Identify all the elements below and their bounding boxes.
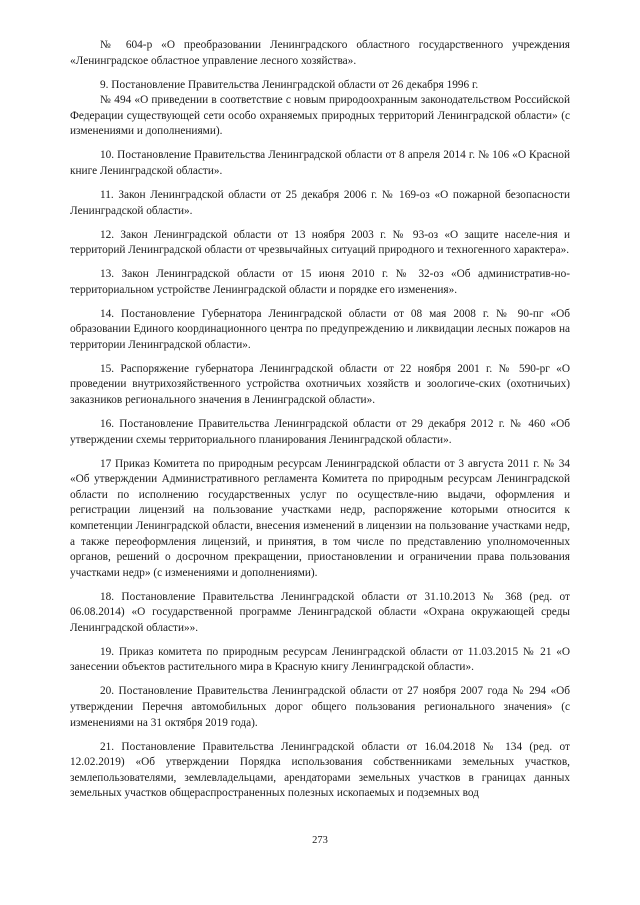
- paragraph-11: 11. Закон Ленинградской области от 25 декабря 2006 г. № 169-оз «О пожарной безопасности Ленинградской области».: [70, 188, 570, 217]
- paragraph-17: 17 Приказ Комитета по природным ресурсам Ленинградской области от 3 августа 2011 г. № 34 «Об утверждении Административного регламента Комитета по природным ресурсам Ленинградской области по исполнению государственных услуг по осуществле-нию выдачи, оформления и регистрации лицензий на пользование участками недр, распоряжение которыми относится к компетенции Ленинградской области, внесения изменений в лицензии на пользование участками недр, а также переоформления лицензий, и принятия, в том числе по представлению уполномоченных органов, решений о досрочном прекращении, приостановлении и ограничении права пользования участками недр» (с изменениями и дополнениями).: [70, 457, 570, 579]
- paragraph-13: 13. Закон Ленинградской области от 15 июня 2010 г. № 32-оз «Об административ-но-территориальном устройстве Ленинградской области и порядке его изменения».: [70, 268, 570, 296]
- paragraph-9: 9. Постановление Правительства Ленинградской области от 26 декабря 1996 г.: [100, 78, 479, 91]
- paragraph-21: 21. Постановление Правительства Ленинградской области от 16.04.2018 № 134 (ред. от 12.02.2019) «Об утверждении Порядка использования собственниками земельных участков, землепользователями, землевладельцами, арендаторами земельных участков в границах данных земельных участков общераспространенных полезных ископаемых и подземных вод: [70, 740, 570, 800]
- paragraph-9-continued: № 494 «О приведении в соответствие с новым природоохранным законодательством Российской Федерации существующей сети особо охраняемых природных территорий Ленинградской области» (с изменениями и дополнениями).: [70, 94, 570, 138]
- paragraph-19: 19. Приказ комитета по природным ресурсам Ленинградской области от 11.03.2015 № 21 «О занесении объектов растительного мира в Красную книгу Ленинградской области».: [70, 645, 570, 674]
- paragraph-15: 15. Распоряжение губернатора Ленинградской области от 22 ноября 2001 г. № 590-рг «О проведении внутрихозяйственного устройства охотничьих хозяйств и зоологиче-ских (охотничьих) заказников регионального значения в Ленинградской области».: [70, 362, 570, 407]
- paragraph-8-continued: № 604-р «О преобразовании Ленинградского областного государственного учреждения «Ленинградское областное управление лесного хозяйства».: [70, 39, 570, 67]
- paragraph-14: 14. Постановление Губернатора Ленинградской области от 08 мая 2008 г. № 90-пг «Об образовании Единого координационного центра по предупреждению и ликвидации лесных пожаров на территории Ленинградской области».: [70, 307, 570, 351]
- paragraph-16: 16. Постановление Правительства Ленинградской области от 29 декабря 2012 г. № 460 «Об утверждении схемы территориального планирования Ленинградской области».: [70, 418, 570, 446]
- document-page: [70, 38, 570, 802]
- paragraph-10: 10. Постановление Правительства Ленинградской области от 8 апреля 2014 г. № 106 «О Красной книге Ленинградской области».: [70, 149, 570, 177]
- page-number: 273: [312, 835, 328, 846]
- paragraph-20: 20. Постановление Правительства Ленинградской области от 27 ноября 2007 года № 294 «Об утверждении Перечня автомобильных дорог общего пользования регионального значения» (с изменениями на 31 октября 2019 года).: [70, 685, 570, 729]
- paragraph-12: 12. Закон Ленинградской области от 13 ноября 2003 г. № 93-оз «О защите населе-ния и территорий Ленинградской области от чрезвычайных ситуаций природного и техногенного характера».: [70, 228, 570, 257]
- paragraph-18: 18. Постановление Правительства Ленинградской области от 31.10.2013 № 368 (ред. от 06.08.2014) «О государственной программе Ленинградской области «Охрана окружающей среды Ленинградской области»».: [70, 590, 570, 634]
